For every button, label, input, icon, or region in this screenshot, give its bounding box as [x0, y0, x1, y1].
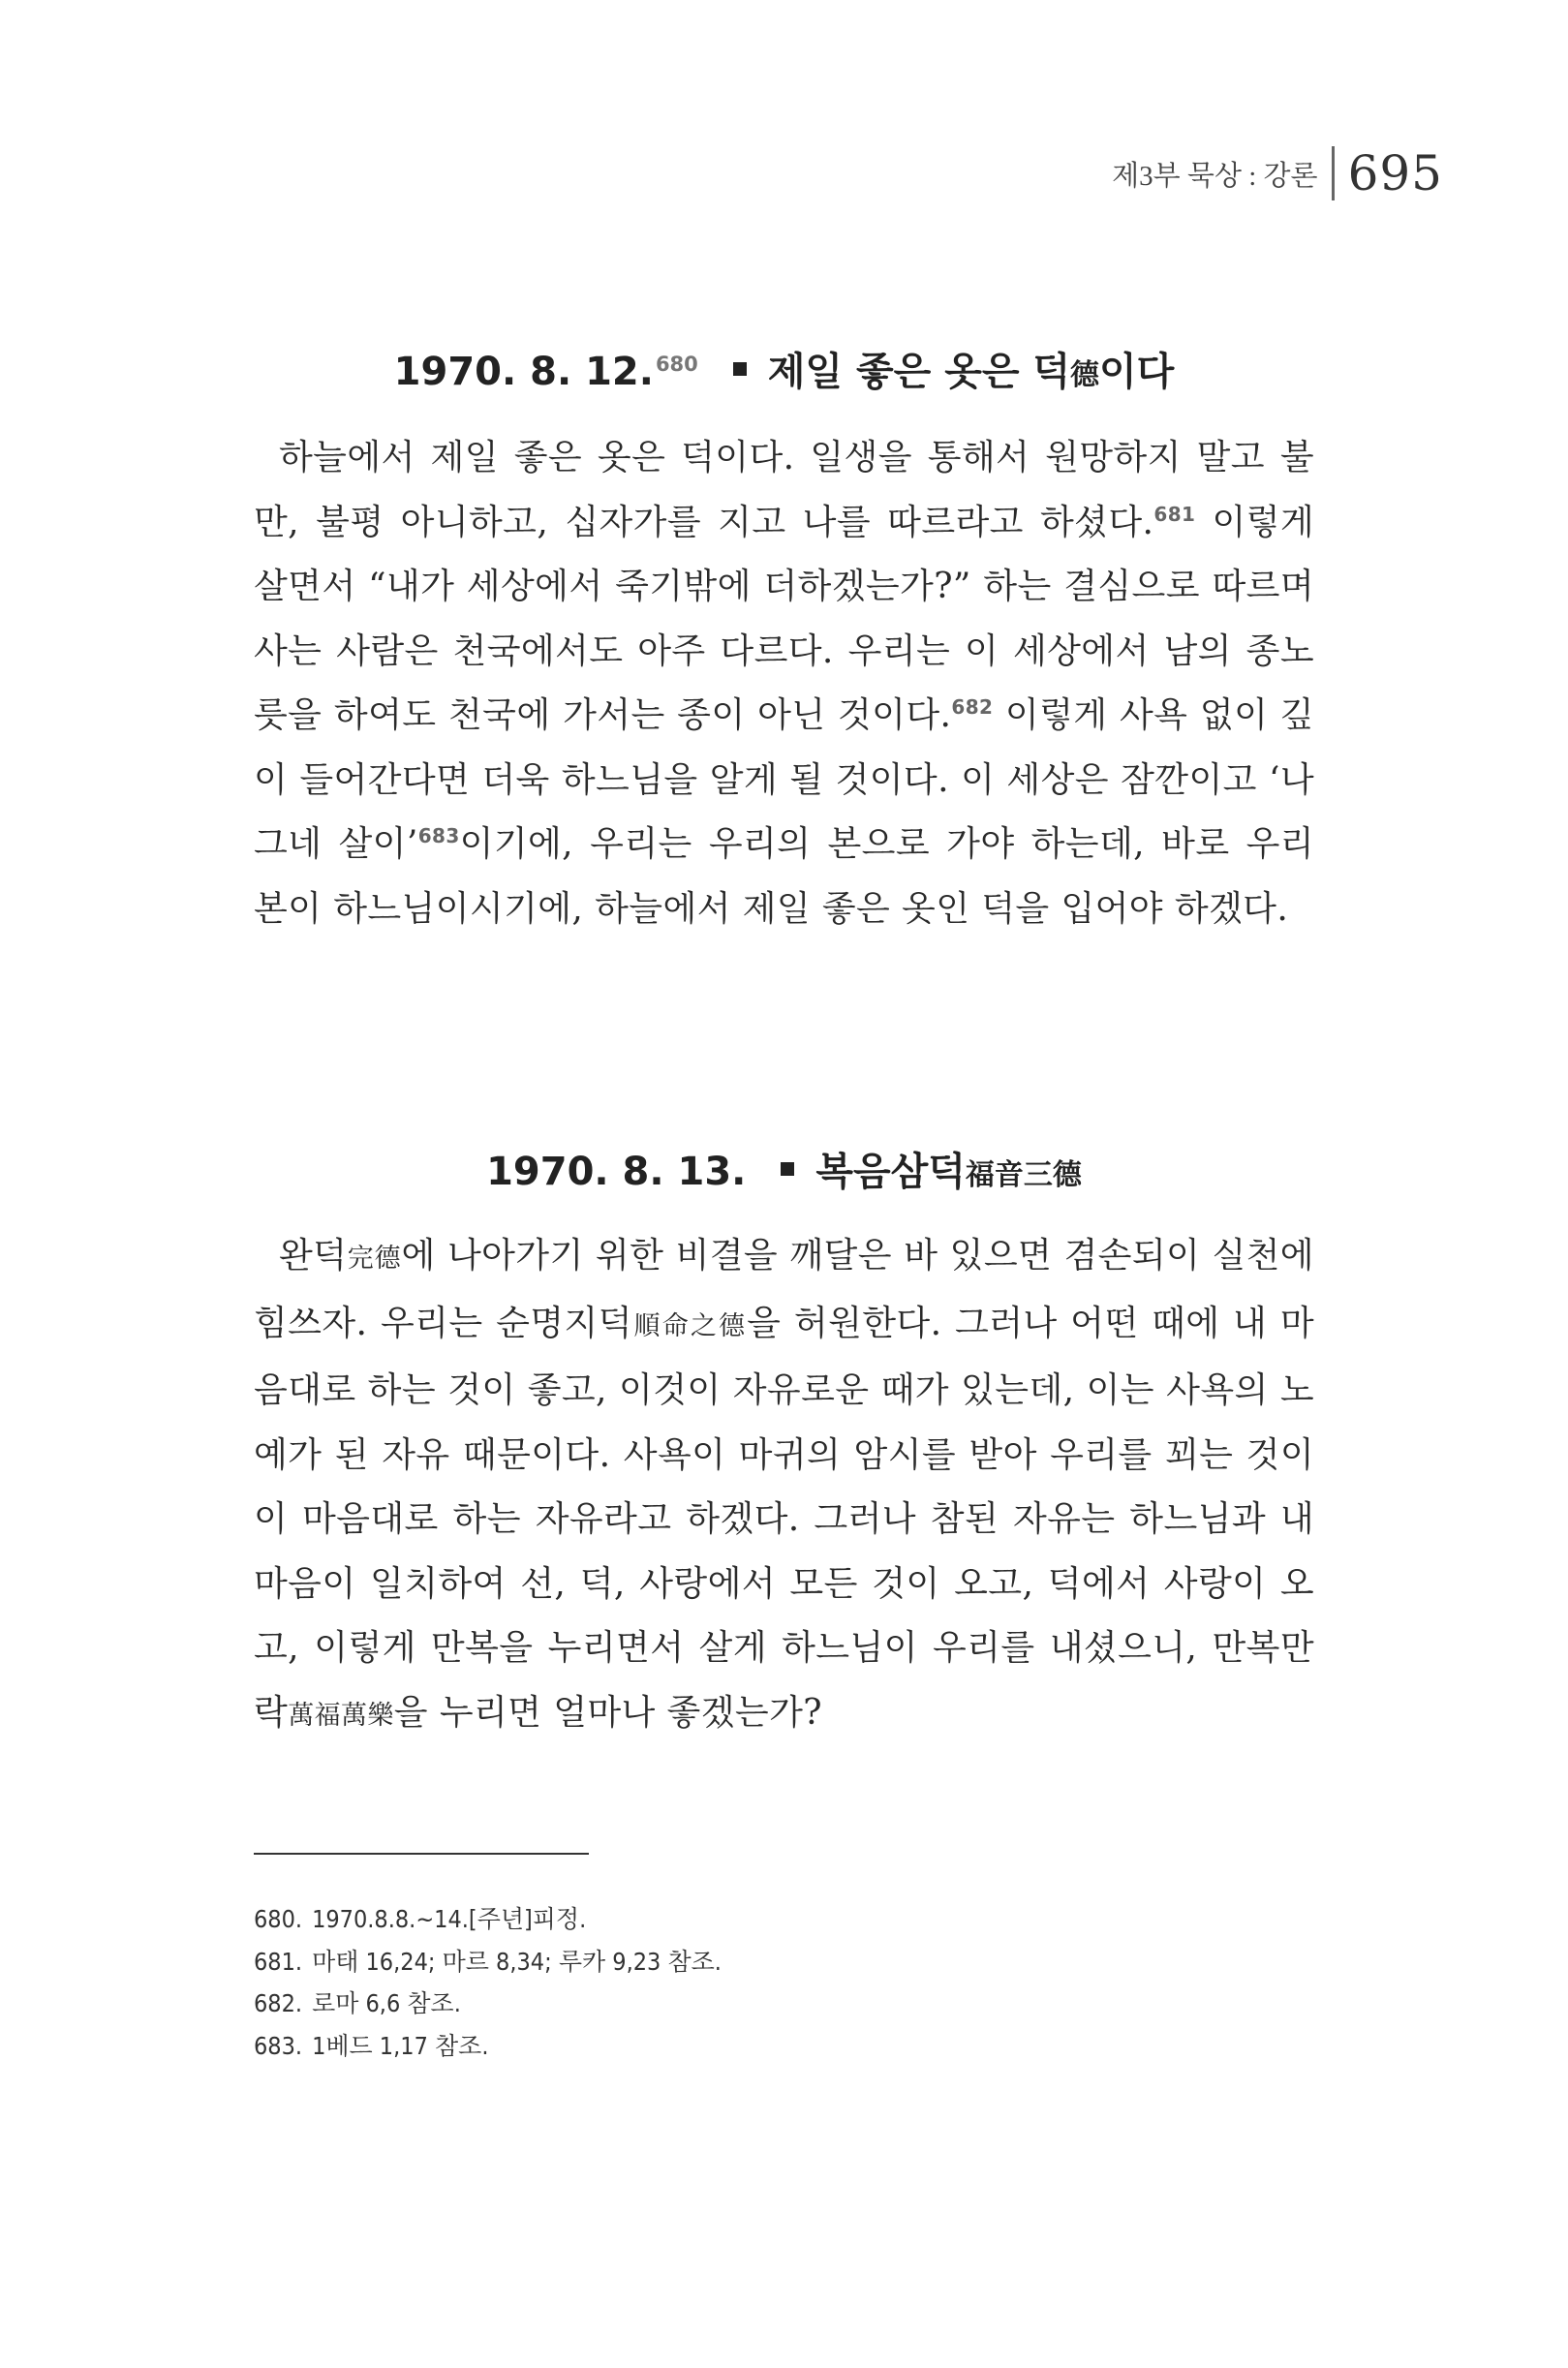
footnote-item — [254, 1983, 1314, 2025]
entry-1 — [254, 341, 1314, 396]
entry-2 — [254, 1141, 1314, 1196]
body-text: 완덕 — [279, 1236, 348, 1276]
footnote-item — [254, 1898, 1314, 1941]
inline-hanja: 完德 — [347, 1244, 402, 1274]
running-header — [968, 145, 1443, 201]
entry-2-body — [254, 1224, 1314, 1748]
footnote-number: 681. — [254, 1947, 303, 1976]
footnote-number: 682. — [254, 1989, 303, 2017]
footnote-number: 683. — [254, 2031, 303, 2060]
footnote-ref[interactable]: 680 — [655, 352, 698, 376]
footnote-item — [254, 2025, 1314, 2068]
section-title: 제3부 묵상 : 강론 — [1112, 160, 1318, 192]
footnote-ref[interactable]: 682 — [951, 695, 994, 719]
body-text: 하늘에서 제일 좋은 옷은 덕이다. 일생을 통해서 원망하지 말고 불만, 불평 아니하고, 십자가를 지고 나를 따르라고 하셨다. — [254, 438, 1314, 542]
entry-title-hanja: 德 — [1070, 358, 1100, 392]
body-text: 에 나아가기 위한 비결을 깨달은 바 있으면 겸손되이 실천에 힘쓰자. 우리는 순명지덕 — [254, 1236, 1314, 1343]
entry-date: 1970. 8. 13. — [486, 1150, 747, 1194]
entry-heading — [254, 341, 1314, 396]
body-text: 이기에, 우리는 우리의 본으로 가야 하는데, 바로 우리 본이 하느님이시기에, 하늘에서 제일 좋은 옷인 덕을 입어야 하겠다. — [254, 824, 1314, 929]
square-bullet-icon — [781, 1162, 794, 1176]
entry-heading — [254, 1141, 1314, 1196]
header-divider — [1332, 146, 1335, 200]
footnote-text: 마태 16,24; 마르 8,34; 루카 9,23 참조. — [312, 1947, 722, 1976]
entry-date: 1970. 8. 12. — [393, 350, 654, 394]
entry-title-hanja: 福音三德 — [965, 1158, 1082, 1192]
footnotes — [254, 1898, 1314, 2067]
footnote-item — [254, 1941, 1314, 1984]
entry-1-body — [254, 426, 1314, 941]
inline-hanja: 萬福萬樂 — [288, 1700, 394, 1731]
footnote-text: 로마 6,6 참조. — [312, 1989, 461, 2017]
footnote-number: 680. — [254, 1905, 303, 1933]
body-text: 을 허원한다. 그러나 어떤 때에 내 마음대로 하는 것이 좋고, 이것이 자유로운 때가 있는데, 이는 사욕의 노예가 된 자유 때문이다. 사욕이 마귀의 암시를 받아 우리를 꾀는 것이 이 마음대로 하는 자유라고 하겠다. 그러나 참된 자유는 하느님과 내 마음이 일치하여 선, 덕, 사랑에서 모든 것이 오고, 덕에서 사랑이 오고, 이렇게 만복을 누리면서 살게 하느님이 우리를 내셨으니, 만복만락 — [254, 1303, 1314, 1733]
body-text: 이렇게 살면서 “내가 세상에서 죽기밖에 더하겠는가?” 하는 결심으로 따르며 사는 사람은 천국에서도 아주 다르다. 우리는 이 세상에서 남의 종노릇을 하여도 천국에 가서는 종이 아닌 것이다. — [254, 502, 1314, 735]
entry-title: 제일 좋은 옷은 덕 — [767, 350, 1071, 394]
footnote-text: 1베드 1,17 참조. — [312, 2031, 489, 2060]
square-bullet-icon — [733, 362, 747, 376]
footnote-ref[interactable]: 681 — [1153, 502, 1196, 526]
entry-title-suffix: 이다 — [1099, 350, 1175, 394]
page-number: 695 — [1347, 145, 1443, 201]
footnote-ref[interactable]: 683 — [417, 824, 460, 847]
entry-title: 복음삼덕 — [815, 1150, 966, 1194]
footnote-text: 1970.8.8.~14.[주년]피정. — [312, 1905, 587, 1933]
body-text: 이렇게 사욕 없이 깊이 들어간다면 더욱 하느님을 알게 될 것이다. 이 세상은 잠깐이고 ‘나그네 살이’ — [254, 695, 1314, 864]
body-text: 을 누리면 얼마나 좋겠는가? — [393, 1692, 822, 1733]
footnote-divider — [254, 1853, 589, 1855]
inline-hanja: 順命之德 — [631, 1310, 748, 1341]
